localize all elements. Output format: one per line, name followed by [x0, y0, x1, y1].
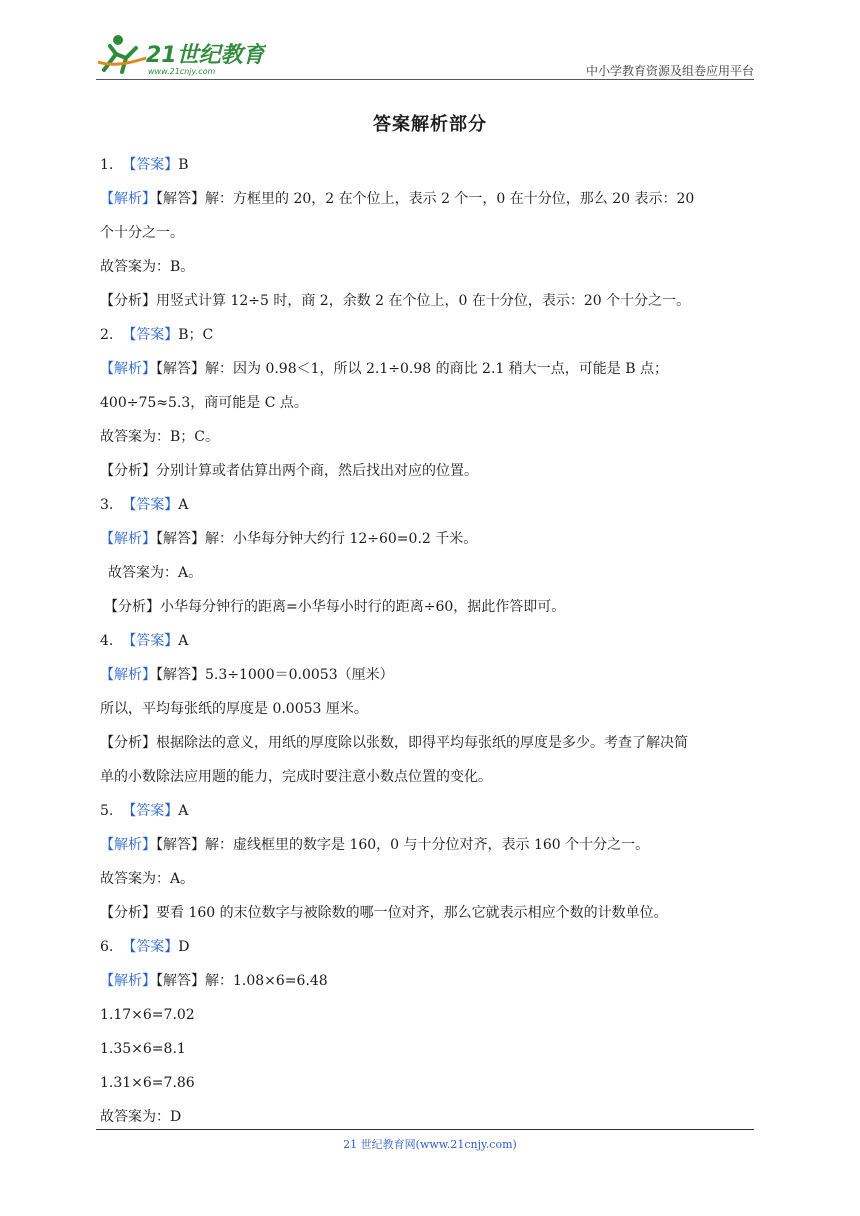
header-divider: [96, 79, 754, 80]
solution-line: 400÷75≈5.3，商可能是 C 点。: [100, 395, 308, 411]
solution-line: 【解析】【解答】解：小华每分钟大约行 12÷60=0.2 千米。: [100, 531, 478, 547]
answer-line: 2. 【答案】B；C: [100, 327, 214, 343]
logo-url: www.21cnjy.com: [148, 67, 216, 76]
conclusion-line: 故答案为：A。: [100, 871, 195, 887]
footer-divider: [96, 1129, 754, 1130]
calc-line: 1.31×6=7.86: [100, 1075, 195, 1091]
conclusion-line: 故答案为：B；C。: [100, 429, 219, 445]
answer-line: 4. 【答案】A: [100, 633, 189, 649]
conclusion-line: 故答案为：D: [100, 1109, 182, 1125]
21cnjy-logo: [96, 32, 266, 78]
calc-line: 1.17×6=7.02: [100, 1007, 195, 1023]
footer-link[interactable]: 21 世纪教育网(www.21cnjy.com): [343, 1138, 517, 1151]
solution-line: 所以，平均每张纸的厚度是 0.0053 厘米。: [100, 701, 368, 717]
conclusion-line: 故答案为：B。: [100, 259, 195, 275]
analysis-line: 【分析】小华每分钟行的距离=小华每小时行的距离÷60，据此作答即可。: [104, 599, 566, 615]
conclusion-line: 故答案为：A。: [108, 565, 203, 581]
solution-line: 【解析】【解答】解：方框里的 20，2 在个位上，表示 2 个一，0 在十分位，那么 20 表示：20: [100, 191, 695, 207]
answer-line: 6. 【答案】D: [100, 939, 190, 955]
analysis-line: 【分析】用竖式计算 12÷5 时，商 2，余数 2 在个位上，0 在十分位，表示：20 个十分之一。: [100, 293, 691, 309]
solution-line: 【解析】【解答】解：虚线框里的数字是 160，0 与十分位对齐，表示 160 个十分之一。: [100, 837, 650, 853]
svg-text:21世纪教育: 21世纪教育: [146, 43, 265, 68]
solution-line: 【解析】【解答】解：1.08×6=6.48: [100, 973, 328, 989]
answer-line: 5. 【答案】A: [100, 803, 189, 819]
analysis-line: 【分析】分别计算或者估算出两个商，然后找出对应的位置。: [100, 463, 478, 479]
page-title: 答案解析部分: [373, 114, 487, 135]
analysis-line: 【分析】根据除法的意义，用纸的厚度除以张数，即得平均每张纸的厚度是多少。考查了解决简: [100, 735, 688, 751]
analysis-line: 【分析】要看 160 的末位数字与被除数的哪一位对齐，那么它就表示相应个数的计数单位。: [100, 905, 668, 921]
page-header: [96, 32, 754, 80]
platform-name: 中小学教育资源及组卷应用平台: [585, 64, 754, 78]
solution-line: 【解析】【解答】5.3÷1000＝0.0053（厘米）: [100, 667, 394, 683]
solution-line: 个十分之一。: [100, 225, 184, 241]
answer-line: 1. 【答案】B: [100, 157, 189, 173]
calc-line: 1.35×6=8.1: [100, 1041, 186, 1057]
answer-list: [100, 148, 754, 1134]
answer-line: 3. 【答案】A: [100, 497, 189, 513]
solution-line: 【解析】【解答】解：因为 0.98＜1，所以 2.1÷0.98 的商比 2.1 稍大一点，可能是 B 点；: [100, 361, 668, 377]
analysis-line: 单的小数除法应用题的能力，完成时要注意小数点位置的变化。: [100, 769, 492, 785]
